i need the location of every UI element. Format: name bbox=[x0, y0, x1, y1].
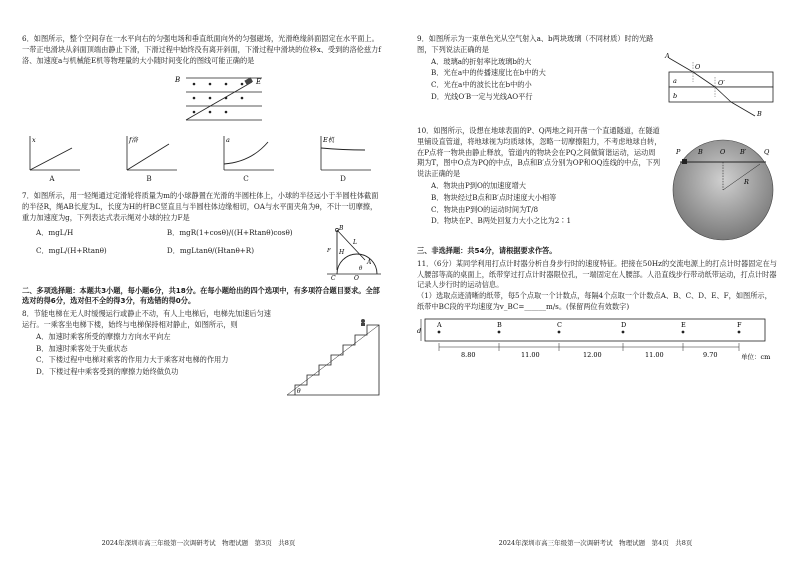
question-7-option-D: D．mgLtanθ/(Htanθ+R) bbox=[166, 246, 255, 256]
tape-dot-F bbox=[738, 330, 741, 333]
question-10-text: 10．如图所示，设想在地球表面的P、Q两地之间开凿一个直通隧道，在隧道里铺设直管道，将地球视为均质球体，忽略一切摩擦阻力，不考虑地球自转，在P点将一物块由静止释放，管道内的物块会在PQ之间做简谐运动，运动周期为T，图中O点为PQ的中点，B点和B′点分别为OP和OQ连线的中点，下列说法正确的是 bbox=[417, 126, 662, 179]
graph-D bbox=[313, 134, 383, 185]
q9-fig-A: A bbox=[665, 52, 670, 60]
tape-dot-B bbox=[498, 330, 501, 333]
question-7 bbox=[22, 191, 383, 279]
question-7-text: 7．如图所示，用一轻绳通过定滑轮将质量为m的小球静置在光滑的半圆柱体上，小球的半径远小于半圆柱体截面的半径R，绳AB长度为L，长度为H的杆BC竖直且与半圆柱体边缘相切，OA与水平面夹角为θ，不计一切摩擦，重力加速度为g，下列表达式表示绳对小球的拉力F是 bbox=[22, 191, 379, 222]
graph-C-plot bbox=[216, 134, 276, 174]
question-6-graphs bbox=[22, 134, 383, 185]
q7-fig-L: L bbox=[353, 238, 357, 246]
tape-dims bbox=[439, 343, 739, 359]
tape-dot-A bbox=[438, 330, 441, 333]
tape-dim-value-2: 12.00 bbox=[583, 350, 602, 359]
tape-label-C: C bbox=[557, 320, 562, 329]
question-10-option-D: D．物块在P、B两处回复力大小之比为2∶1 bbox=[431, 216, 572, 226]
q9-fig-a: a bbox=[673, 77, 677, 85]
paper-tape-figure bbox=[417, 315, 777, 361]
tape-dim-value-3: 11.00 bbox=[645, 350, 664, 359]
question-11-text: 11．（6分）某同学利用打点计时器分析自身步行时的速度特征。把接在50Hz的交流电源上的打点计时器固定在与人腰部等高的桌面上，纸带穿过打点计时器限位孔，一端固定在人腰部。人沿直线步行带动纸带运动，打点计时器记录人步行时的运动信息。 bbox=[417, 258, 777, 290]
question-10-option-C: C．物块由P到O的运动时间为T/8 bbox=[431, 204, 539, 214]
question-9-option-D: D．光线O′B一定与光线AO平行 bbox=[431, 91, 533, 101]
question-8 bbox=[22, 309, 383, 399]
graph-B bbox=[119, 134, 199, 185]
left-footer: 2024年深圳市高三年级第一次调研考试 物理试题 第3页 共8页 bbox=[101, 539, 296, 548]
question-6 bbox=[22, 34, 383, 185]
question-8-option-A: A．加速时乘客所受的摩擦力方向水平向左 bbox=[36, 331, 171, 341]
question-9-optics-figure bbox=[663, 52, 778, 122]
tape-dim-value-1: 11.00 bbox=[521, 350, 540, 359]
q9-fig-b: b bbox=[673, 92, 678, 100]
q8-fig-theta: θ bbox=[297, 388, 301, 396]
q10-fig-Bprime: B′ bbox=[740, 148, 747, 156]
q10-fig-B: B bbox=[698, 148, 703, 156]
tape-dim-value-4: 9.70 bbox=[703, 350, 718, 359]
tape-dot-E bbox=[682, 330, 685, 333]
graph-C-axis: a bbox=[226, 136, 230, 145]
question-8-option-D: D．下楼过程中乘客受到的摩擦力始终做负功 bbox=[36, 367, 179, 377]
graph-A bbox=[22, 134, 102, 185]
q7-fig-B: B bbox=[339, 224, 344, 232]
question-10 bbox=[417, 126, 778, 242]
q9-fig-B: B bbox=[757, 110, 762, 118]
question-8-text: 8．节能电梯在无人时缓慢运行或静止不动，有人上电梯后，电梯先加速后匀速运行。一乘客坐电梯下楼，始终与电梯保持相对静止，如图所示，则 bbox=[22, 309, 271, 329]
question-11-sub1: （1）选取点迹清晰的纸带，每5个点取一个计数点，每隔4个点取一个计数点A、B、C、D、E、F，如图所示，纸带中BC段的平均速度为v_BC=______m/s。(保留两位有效数字) bbox=[417, 291, 772, 311]
question-9 bbox=[417, 34, 778, 122]
graph-A-axis: x bbox=[32, 136, 36, 145]
right-page bbox=[397, 0, 794, 561]
question-8-escalator-figure bbox=[283, 319, 383, 399]
field-dots bbox=[193, 83, 244, 114]
q7-fig-A: A bbox=[367, 258, 372, 266]
q9-fig-O: O bbox=[695, 63, 701, 71]
tape-label-F: F bbox=[737, 320, 742, 329]
graph-C bbox=[216, 134, 296, 185]
tape-dim-value-0: 8.80 bbox=[461, 350, 476, 359]
question-6-text: 6．如图所示，整个空间存在一水平向右的匀强电场和垂直纸面向外的匀强磁场，光滑绝缘斜面固定在水平面上。一带正电滑块从斜面顶端由静止下滑，下滑过程中始终没有离开斜面，下滑过程中滑块的位移x、受到的洛伦兹力f洛、加速度a与机械能E机等物理量的大小随时间变化的图线可能正确的是 bbox=[22, 34, 381, 65]
q10-fig-O: O bbox=[720, 148, 726, 156]
graph-A-plot bbox=[22, 134, 82, 174]
question-8-option-B: B．加速时乘客处于失重状态 bbox=[36, 343, 128, 353]
tape-label-B: B bbox=[497, 320, 502, 329]
question-7-figure bbox=[323, 224, 383, 280]
tape-dot-C bbox=[558, 330, 561, 333]
option-C-label: C bbox=[243, 174, 249, 184]
question-10-earth-figure bbox=[668, 132, 778, 242]
question-10-option-A: A．物块由P到O的加速度增大 bbox=[431, 180, 526, 190]
q7-fig-C: C bbox=[331, 274, 336, 280]
q9-fig-Oprime: O′ bbox=[718, 79, 725, 87]
q10-fig-R: R bbox=[744, 178, 749, 186]
question-7-option-B: B．mgR(1+cosθ)/((H+Rtanθ)cosθ) bbox=[166, 227, 293, 237]
option-B-label: B bbox=[146, 174, 152, 184]
section-2-header: 二、多项选择题：本题共3小题，每小题6分，共18分。在每小题给出的四个选项中，有多项符合题目要求。全部选对的得6分，选对但不全的得3分，有选错的得0分。 bbox=[22, 285, 380, 306]
question-8-option-C: C．下楼过程中电梯对乘客的作用力大于乘客对电梯的作用力 bbox=[36, 355, 229, 365]
right-footer: 2024年深圳市高三年级第一次调研考试 物理试题 第4页 共8页 bbox=[498, 539, 693, 548]
graph-B-plot bbox=[119, 134, 179, 174]
q7-fig-O: O bbox=[354, 274, 359, 280]
tape-label-E: E bbox=[681, 320, 686, 329]
option-D-label: D bbox=[340, 174, 346, 184]
question-9-option-C: C．光在a中的波长比在b中的小 bbox=[431, 80, 532, 90]
graph-D-axis: E机 bbox=[323, 136, 335, 145]
question-6-figure bbox=[172, 70, 272, 126]
q10-fig-Q: Q bbox=[764, 148, 770, 156]
tape-unit: 单位：cm bbox=[741, 352, 771, 361]
question-7-option-A: A．mgL/H bbox=[36, 227, 74, 237]
fig-label-E: E bbox=[256, 78, 262, 87]
fig-label-B: B bbox=[175, 76, 181, 85]
tape-dot-D bbox=[622, 330, 625, 333]
slider-block bbox=[244, 78, 253, 86]
question-10-option-B: B．物块经过B点和B′点时速度大小相等 bbox=[431, 192, 557, 202]
option-A-label: A bbox=[49, 174, 55, 184]
graph-B-axis: f洛 bbox=[129, 136, 138, 145]
q10-fig-P: P bbox=[676, 148, 681, 156]
tape-label-A: A bbox=[437, 320, 442, 329]
graph-D-plot bbox=[313, 134, 373, 174]
q7-fig-theta: θ bbox=[359, 265, 363, 272]
question-9-option-B: B．光在a中的传播速度比在b中的大 bbox=[431, 68, 546, 78]
q7-fig-H: H bbox=[339, 248, 345, 256]
question-11 bbox=[417, 259, 778, 361]
tape-d-label: d bbox=[417, 326, 422, 335]
question-7-option-C: C．mgL/(H+Rtanθ) bbox=[36, 246, 107, 256]
question-9-text: 9．如图所示为一束单色光从空气射入a、b两块玻璃（不同材质）时的光路图，下列说法正确的是 bbox=[417, 34, 654, 54]
q7-fig-F: F bbox=[327, 247, 331, 254]
question-9-option-A: A．玻璃a的折射率比玻璃b的大 bbox=[431, 56, 532, 66]
section-3-header: 三、非选择题：共54分，请根据要求作答。 bbox=[417, 246, 557, 255]
tape-label-D: D bbox=[621, 320, 627, 329]
